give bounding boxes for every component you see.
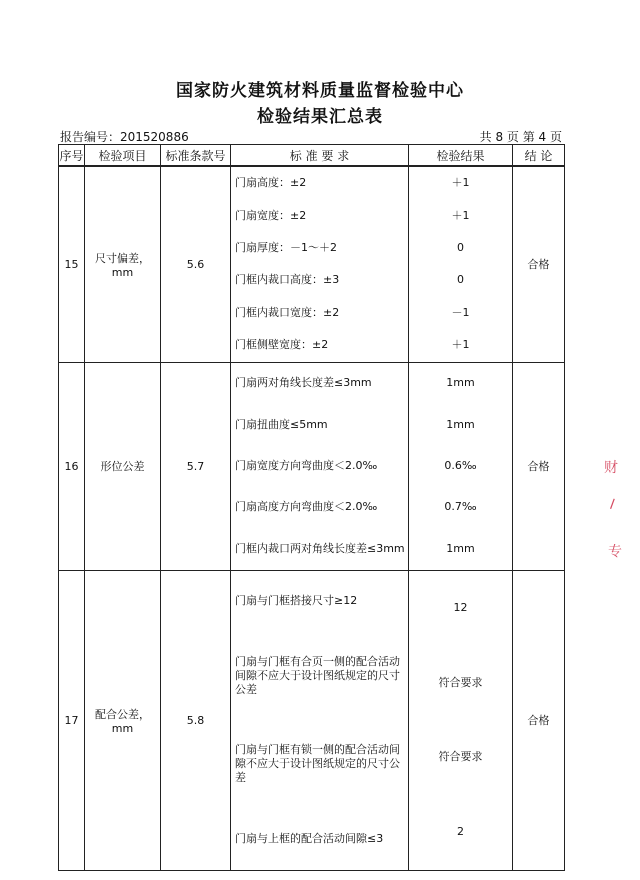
result-value: 1mm [446,541,475,555]
row-no: 17 [59,570,85,870]
row-no: 16 [59,362,85,570]
report-number: 报告编号：201520886 [60,130,189,144]
stamp-char: 财 [604,460,618,476]
row-clause: 5.7 [161,362,231,570]
seal-stamp-fragment [596,455,630,575]
result-value: ＋1 [451,338,470,352]
row-conclusion: 合格 [513,362,565,570]
col-header-conclusion: 结 论 [513,145,565,167]
requirement-line: 门扇高度：±2 [235,176,307,190]
row-conclusion: 合格 [513,166,565,362]
row-requirements [231,570,409,870]
requirement-line: 门扇两对角线长度差≤3mm [235,376,372,390]
row-item: 配合公差，mm [85,570,161,870]
requirement-line: 门扇厚度：－1～＋2 [235,241,337,255]
requirement-line: 门框内裁口宽度：±2 [235,305,340,319]
result-value: 0.7‰ [444,500,477,514]
result-value: 0 [457,241,464,255]
result-value: 12 [453,600,468,614]
result-value: ＋1 [451,208,470,222]
stamp-char: 专 [608,544,622,560]
result-value: 2 [457,825,464,839]
row-item: 尺寸偏差，mm [85,166,161,362]
requirement-line: 门扇与门框搭接尺寸≥12 [235,593,358,607]
row-clause: 5.8 [161,570,231,870]
page-info: 共 8 页 第 4 页 [479,130,562,144]
requirement-line: 门扇高度方向弯曲度＜2.0‰ [235,500,378,514]
col-header-requirement: 标 准 要 求 [231,145,409,167]
result-value: 0 [457,273,464,287]
row-conclusion: 合格 [513,570,565,870]
requirement-line: 门扇与门框有锁一侧的配合活动间隙不应大于设计图纸规定的尺寸公差 [235,743,400,785]
result-value: 符合要求 [438,750,483,764]
row-requirements [231,362,409,570]
requirement-line: 门扇宽度方向弯曲度＜2.0‰ [235,458,378,472]
table-header [59,145,565,167]
row-results [409,570,513,870]
result-value: 0.6‰ [444,458,477,472]
requirement-line: 门框内裁口高度：±3 [235,273,340,287]
requirement-line: 门扇扭曲度≤5mm [235,417,328,431]
result-value: ＋1 [451,176,470,190]
table-row [59,362,565,570]
row-requirements [231,166,409,362]
result-value: 符合要求 [438,675,483,689]
requirement-line: 门扇与上框的配合活动间隙≤3 [235,832,384,846]
row-item: 形位公差 [85,362,161,570]
result-value: 1mm [446,376,475,390]
row-results [409,166,513,362]
document-subtitle: 检验结果汇总表 [257,107,383,127]
requirement-line: 门框侧壁宽度：±2 [235,338,329,352]
col-header-result: 检验结果 [409,145,513,167]
results-table [58,144,565,871]
stamp-char: l [607,496,617,514]
row-no: 15 [59,166,85,362]
requirement-line: 门框内裁口两对角线长度差≤3mm [235,541,405,555]
table-row [59,570,565,870]
col-header-clause: 标准条款号 [161,145,231,167]
table-row [59,166,565,362]
row-clause: 5.6 [161,166,231,362]
result-value: －1 [451,305,470,319]
row-results [409,362,513,570]
col-header-item: 检验项目 [85,145,161,167]
requirement-line: 门扇与门框有合页一侧的配合活动间隙不应大于设计图纸规定的尺寸公差 [235,654,400,696]
result-value: 1mm [446,417,475,431]
document-title: 国家防火建筑材料质量监督检验中心 [176,81,464,101]
col-header-no: 序号 [59,145,85,167]
requirement-line: 门扇宽度：±2 [235,208,307,222]
